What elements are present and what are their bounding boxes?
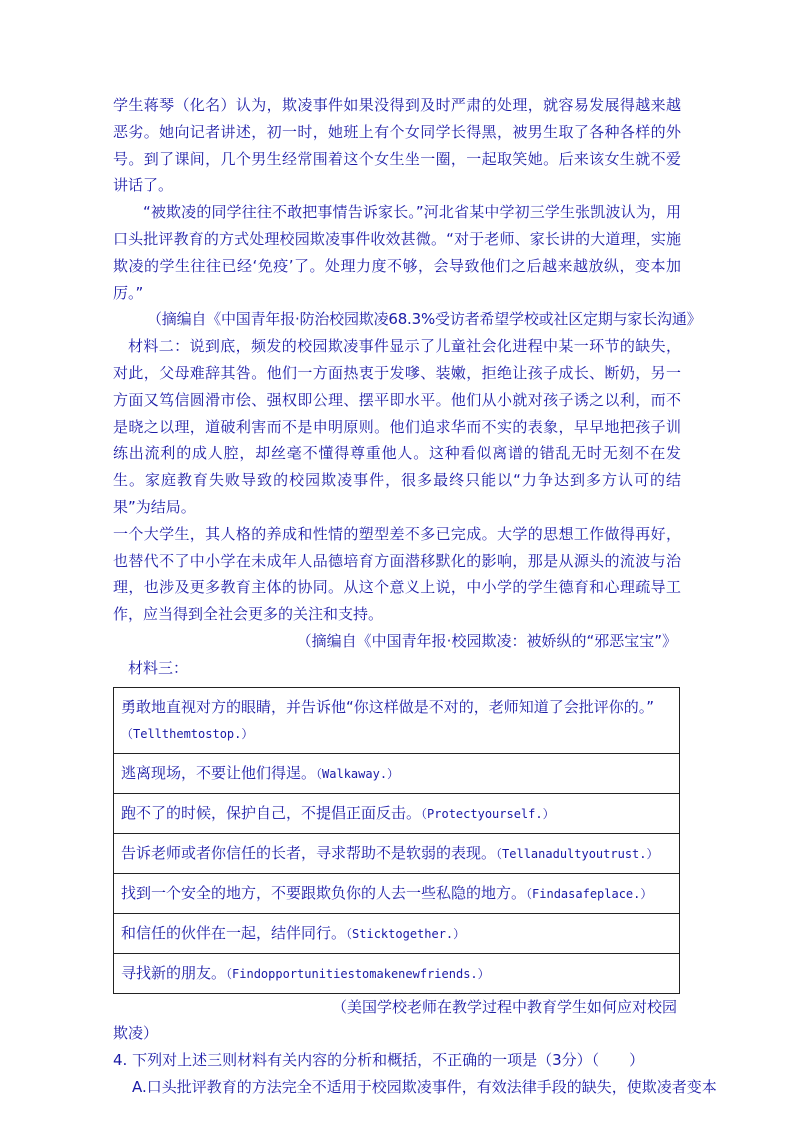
table-cell bbox=[114, 793, 680, 833]
paragraph-material-2: 材料二：说到底，频发的校园欺凌事件显示了儿童社会化进程中某一环节的缺失，对此，父母难辞其咎。他们一方面热衷于发嗲、装嫩，拒绝让孩子成长、断奶，另一方面又笃信圆滑市侩、强权即公理、摆平即水平。他们从小就对孩子诱之以利，而不是晓之以理，道破利害而不是申明原则。他们追求华而不实的表象，早早地把孩子训练出流利的成人腔，却丝毫不懂得尊重他人。这种看似离谱的错乱无时无刻不在发生。家庭教育失败导致的校园欺凌事件，很多最终只能以“力争达到多方认可的结果”为结局。 bbox=[113, 337, 681, 516]
tip-text: 和信任的伙伴在一起，结伴同行。 bbox=[121, 923, 347, 942]
source-citation-3-cont: 欺凌） bbox=[113, 1024, 159, 1043]
table-cell bbox=[114, 687, 680, 753]
tip-english: （Sticktogether.） bbox=[346, 926, 466, 941]
table-row bbox=[114, 913, 680, 953]
source-citation-1: （摘编自《中国青年报·防治校园欺凌68.3%受访者希望学校或社区定期与家长沟通》 bbox=[147, 310, 702, 329]
option-a: A.口头批评教育的方法完全不适用于校园欺凌事件，有效法律手段的缺失，使欺凌者变本 bbox=[132, 1077, 717, 1096]
tip-english: （Tellthemtostop.） bbox=[121, 726, 254, 741]
tip-text: 逃离现场，不要让他们得逞。 bbox=[121, 763, 317, 782]
anti-bullying-tips-table bbox=[113, 687, 680, 994]
source-citation-3: （美国学校老师在教学过程中教育学生如何应对校园 bbox=[331, 997, 677, 1016]
paragraph-university: 一个大学生，其人格的养成和性情的塑型差不多已完成。大学的思想工作做得再好，也替代不了中小学在未成年人品德培育方面潜移默化的影响，那是从源头的流波与治理，也涉及更多教育主体的协同。从这个意义上说，中小学的学生德育和心理疏导工作，应当得到全社会更多的关注和支持。 bbox=[113, 524, 681, 624]
table-row bbox=[114, 753, 680, 793]
table-row bbox=[114, 687, 680, 753]
tip-english: （Tellanadultyoutrust.） bbox=[496, 846, 659, 861]
table-cell bbox=[114, 953, 680, 993]
paragraph-zhang-kaibo: “被欺凌的同学往往不敢把事情告诉家长。”河北省某中学初三学生张凯波认为，用口头批评教育的方式处理校园欺凌事件收效甚微。“对于老师、家长讲的大道理，实施欺凌的学生往往已经‘免疫’了。处理力度不够，会导致他们之后越来越放纵，变本加厉。” bbox=[113, 203, 681, 302]
tip-english: （Walkaway.） bbox=[316, 766, 400, 781]
tip-text: 勇敢地直视对方的眼睛，并告诉他“你这样做是不对的，老师知道了会批评你的。” bbox=[121, 697, 655, 716]
table-cell bbox=[114, 913, 680, 953]
tip-english: （Protectyourself.） bbox=[421, 806, 555, 821]
tip-text: 寻找新的朋友。 bbox=[121, 963, 227, 982]
document-page bbox=[113, 92, 717, 1101]
question-4: 4. 下列对上述三则材料有关内容的分析和概括，不正确的一项是（3分）（ ） bbox=[113, 1051, 645, 1070]
material-3-label: 材料三： bbox=[128, 658, 189, 677]
table-cell bbox=[114, 873, 680, 913]
tip-text: 告诉老师或者你信任的长者，寻求帮助不是软弱的表现。 bbox=[121, 843, 497, 862]
table-row bbox=[114, 873, 680, 913]
table-row bbox=[114, 953, 680, 993]
tip-english: （Findopportunitiestomakenewfriends.） bbox=[226, 966, 490, 981]
source-citation-2: （摘编自《中国青年报·校园欺凌：被娇纵的“邪恶宝宝”》 bbox=[296, 631, 677, 650]
table-row bbox=[114, 833, 680, 873]
table-cell bbox=[114, 753, 680, 793]
tip-text: 跑不了的时候，保护自己，不提倡正面反击。 bbox=[121, 803, 422, 822]
tip-english: （Findasafeplace.） bbox=[526, 886, 653, 901]
table-row bbox=[114, 793, 680, 833]
table-cell bbox=[114, 833, 680, 873]
paragraph-jiang-qin: 学生蒋琴（化名）认为，欺凌事件如果没得到及时严肃的处理，就容易发展得越来越恶劣。她向记者讲述，初一时，她班上有个女同学长得黑，被男生取了各种各样的外号。到了课间，几个男生经常围着这个女生坐一圈，一起取笑她。后来该女生就不爱讲话了。 bbox=[113, 96, 681, 195]
tip-text: 找到一个安全的地方，不要跟欺负你的人去一些私隐的地方。 bbox=[121, 883, 527, 902]
